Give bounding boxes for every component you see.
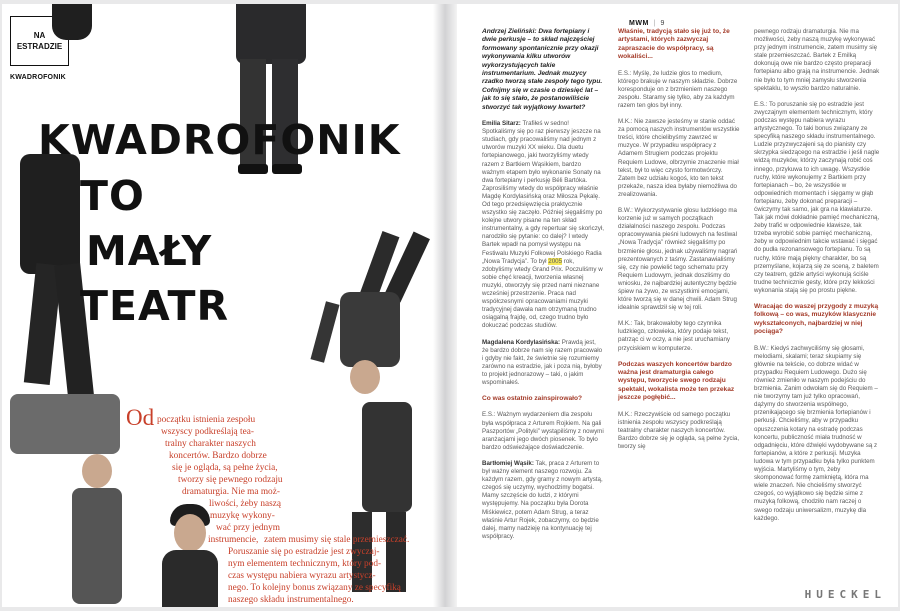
interview-answer: M.K.: Rzeczywiście od samego początku istnienia zespołu wszyscy podkreślają teatralny charakter naszych koncertów. Bardzo dobrze się je ogląda, są pełne życia, tworzy się <box>618 410 740 451</box>
lead-line: nym elementem technicznym, który pod- <box>228 559 382 569</box>
title-line-2: TO <box>80 172 145 220</box>
lead-line: wać przy jednym <box>216 523 281 533</box>
interview-answer: M.K.: Tak, brakowałoby tego czynnika ludzkiego, człowieka, który podaje tekst, patrząc ci w oczy, a nie jest uruchamiany przyciskiem w komputerze. <box>618 320 730 352</box>
lead-line: tralny charakter naszych <box>165 439 256 449</box>
lead-line: Poruszanie się po estradzie jest zwyczaj- <box>228 547 380 557</box>
lead-line: wszyscy podkreślają tea- <box>161 427 254 437</box>
answer-text: rok, zdobyliśmy wtedy Grand Prix. Poczuliśmy w sobie chęć kreacji, tworzenia własnej muzyki, otworzyły się przed nami nieznane wcześniej przestrzenie. Praca nad współczesnymi opracowaniami muzyki tradycyjnej dawała nam otrzymaną trudno osiągalną frajdę, od, czego trudno było dokuczać podczas studiów. <box>482 257 603 330</box>
interview-answer: E.S.: To poruszanie się po estradzie jest zwyczajnym elementem technicznym, który podczas występu nabiera wyrazu artystycznego. To taki bonus związany ze specyfiką naszego składu instrumentalnego. Ludzie przyzwyczajeni są do pianisty czy skrzypka siedzącego na estradzie i jeśli nagle widzą muzyków, którzy zaczynają robić coś innego, przykuwa to ich uwagę. Wszystkie ruchy, które wykonujemy z Bartkiem przy fortepianach – bo, że wszystkie w odpowiednich momentach i sięgamy w głąb fortepianu, żeby dokonać preparacji – ćwiczymy tak samo, jak gra na klawiaturze. Tak jak mówi dokładnie pamięć mechaniczną, żeby trafić w odpowiednie klawisze, tak trzeba wyrobić sobie pamięć mechaniczną, żeby w odpowiednim takcie wstawać i sięgać do pudła rezonansowego fortepianu. To są ruchy, które mają piękny charakter, bo są przemyślane, kojarzą się ze sceną, z baletem czy teatrem, gdzie artyści wykonują ściśle trudne technicznie gesty, które przy lekkości wykonania stają się po prostu piękne. <box>754 100 880 294</box>
interview-question: Wracając do waszej przygody z muzyką folkową – co was, muzyków klasycznie wykształconych, najbardziej w niej pociąga? <box>754 303 879 336</box>
right-page <box>457 4 898 607</box>
interview-answer: B.W.: Wykorzystywanie głosu ludzkiego ma korzenie już w samych początkach działalności naszego zespołu. Podczas opracowywania pieśni ludowych na festiwal „Nowa Tradycja” również sięgaliśmy po brzmienie głosu, jednak używaliśmy nagrań prezentowanych z taśmy. Zastanawialiśmy się, czy nie powielić tego schematu przy Requiem Ludowym, jednak doszliśmy do wniosku, że najbardziej autentyczny będzie śpiew na żywo, ze wszystkimi emocjami, które tworzą się w danej chwili. Adam Strug idealnie sprawdził się w tej roli. <box>618 207 738 312</box>
lead-dropcap: Od <box>126 405 155 430</box>
interview-answer: B.W.: Kiedyś zachwyciliśmy się głosami, melodiami, skalami; teraz skupiamy się głównie na tekście, co dobrze widać w przypadku Requiem Ludowego. Dużo się również zmieniło w naszym podejściu do brzmienia. Zanim odwołam się do Requiem – nie tworzymy tam już tylko opracowań, dążymy do stworzenia współnego, przenikającego się brzmienia fortepianów i perkusji. Chcieliśmy, aby w przypadku opuszczenia kotary na estradę podczas koncertu, publiczność miała trudność w odgadnięciu, które dźwięki wydobywane są z fortepianów, a które z perkusji. Muzyka ludowa w tym przypadku była tylko punktem wyjścia. Martyliśmy o tym, żeby skomponować formę zamkniętą, która ma wiele znaczeń. Nie chcieliśmy stworzyć czegoś, co wyjątkowo się będzie sime z muzyką folkową, chodziło nam raczej o swego rodzaju uniwersalizm, muzykę dla każdego. <box>754 344 878 522</box>
section-label-box: NA ESTRADZIE <box>10 16 69 66</box>
lead-line: naszego składu instrumentalnego. <box>228 595 354 605</box>
interview-answer <box>482 460 604 541</box>
left-page <box>2 4 433 607</box>
highlighted-year: 2005 <box>548 257 563 265</box>
lead-line: liwości, żeby naszą <box>209 499 282 509</box>
interview-answer: pewnego rodzaju dramaturgia. Nie ma możliwości, żeby naszą muzykę wykonywać przy jednym instrumencie, zatem musimy się stale przemieszczać. Bartek z Emilką dokonują owe nie bardzo często preparacji fortepianu albo grają na instrumencie. Jednak nie było to tym mniej zamysłu stworzenia spektaklu, to wyszło bardzo naturalnie. <box>754 28 880 92</box>
lead-line: dramaturgia. Nie ma moż- <box>182 487 280 497</box>
lead-line: koncertów. Bardzo dobrze <box>169 451 267 461</box>
section-sublabel: KWADROFONIK <box>10 74 66 81</box>
interview-question: Andrzej Zieliński: Dwa fortepiany i dwie perkusje – to skład najczęściej formowany spontanicznie przy okazji wykonywania kilku utworów wykorzystujących takie instrumentarium. Jednak muzycy rzadko tworzą stałe zespoły tego typu. Cofnijmy się w czasie o dziesięć lat – jak to się stało, że postanowiliście stworzyć tak wyjątkowy kwartet? <box>482 28 603 111</box>
title-line-3: MAŁY <box>86 227 213 275</box>
lead-line: zatem musimy się stale przemieszczać. <box>264 535 410 545</box>
lead-line: tworzy się pewnego rodzaju <box>178 475 283 485</box>
text-column-2 <box>618 28 740 459</box>
speaker-name: Emilia Sitarz: <box>482 120 521 128</box>
interview-question: Co was ostatnio zainspirowało? <box>482 395 583 403</box>
answer-text: Tak, praca z Arturem to był ważny element naszego rozwoju. Za każdym razem, gdy gramy z nowym artystą, czegoś się uczymy, wychodzimy bogatsi. Mamy szczęście do ludzi, z którymi występujemy. Na początku była Dorota Miśkiewicz, potem Adam Strug, a teraz właśnie Artur Rojek, zobaczymy, co będzie dalej, mamy nadzieję na kontynuację tej współpracy. <box>482 459 603 540</box>
person-photo-upside-down <box>300 232 430 402</box>
speaker-name: Magdalena Kordylasińska: <box>482 338 561 346</box>
publisher-logo: HUECKEL <box>804 588 886 601</box>
lead-line: instrumencie, <box>208 535 259 545</box>
interview-question: Podczas waszych koncertów bardzo ważna jest dramaturgia całego występu, tworzycie swego rodzaju spektakl, wokalista może ten przekaz jeszcze pogłębić... <box>618 360 735 402</box>
lead-line: czas występu nabiera wyrazu artystycz- <box>228 571 376 581</box>
interview-answer: M.K.: Nie zawsze jesteśmy w stanie oddać za pomocą naszych instrumentów wszystkie treści, które chcielibyśmy zawrzeć w muzyce. W przypadku współpracy z Adamem Strugiem podczas projektu Requiem Ludowe, olbrzymie znaczenie miał tekst, był to więc czysto formotwórczy. Zatem bez udziału kogoś, kto ten tekst przekaże, nasza idea byłaby niemożliwa do zrealizowania. <box>618 118 740 198</box>
person-photo-bottom-left <box>72 454 132 604</box>
interview-question: Właśnie, tradycją stało się już to, że artystami, których zazwyczaj zapraszacie do współpracy, są wokaliści... <box>618 28 730 61</box>
interview-answer <box>482 120 604 330</box>
lead-line: początku istnienia zespołu <box>157 415 256 425</box>
person-photo-upper-left <box>42 4 102 44</box>
page-header: MWM | 9 <box>629 20 665 27</box>
lead-line: nego. To kolejny bonus związany ze specyfiką <box>228 583 401 593</box>
answer-text: Trafiłeś w sedno! Spotkaliśmy się po raz pierwszy jeszcze na studiach, gdy pracowaliśmy nad jednym z utworów muzyki XX wieku. Dla duetu fortepianowego, jaki tworzyliśmy wtedy razem z Bartkiem Wąsikiem, bardzo ważnym etapem było wykonanie Sonaty na dwa fortepiany i perkusję Béli Bartóka. Zaprosiliśmy wtedy do współpracy właśnie Magdę Kordylasińską oraz Miłosza Pękalę. Od tego przedsięwzięcia praktycznie wszystko się zaczęło. Później sięgaliśmy po kolejne utwory pisane na ten skład instrumentalny, a gdy repertuar się skończył, narodziło się pytanie: co dalej? I wtedy Bartek wpadł na pomysł występu na Festiwalu Muzyki Folkowej Polskiego Radia „Nowa Tradycja”. To był <box>482 120 604 265</box>
title-line-1: KWADROFONIK <box>38 116 401 164</box>
lead-line: się je ogląda, są pełne życia, <box>172 463 278 473</box>
lead-line: muzykę wykony- <box>210 511 275 521</box>
answer-text: Prawdą jest, że bardzo dobrze nam się razem pracowało i gdyby nie fakt, że świetnie się rozumiemy zarówno na estradzie, jak i poza nią, byłoby to projekt jednorazowy – taki, o jakim wspominałeś. <box>482 338 603 386</box>
interview-answer: E.S.: Myślę, że ludzie głos to medium, którego brakuje w naszym składzie. Dobrze koresponduje on z brzmieniem naszego zespołu. Staramy się tylko, aby za każdym razem ten głos był inny. <box>618 69 738 109</box>
text-column-3 <box>754 28 880 531</box>
magazine-brand: MWM <box>629 20 649 27</box>
page-spine <box>433 4 457 607</box>
text-column-1 <box>482 28 604 549</box>
interview-answer <box>482 339 604 388</box>
interview-answer: E.S.: Ważnym wydarzeniem dla zespołu była współpraca z Arturem Rojkiem. Na gali Paszportów „Polityki” wystąpiliśmy z nowymi aranżacjami jego dwóch piosenek. To było bardzo odświeżające doświadczenie. <box>482 411 604 451</box>
page-number: 9 <box>660 20 665 27</box>
title-line-4: TEATR <box>80 282 230 330</box>
speaker-name: Bartłomiej Wąsik: <box>482 459 534 467</box>
